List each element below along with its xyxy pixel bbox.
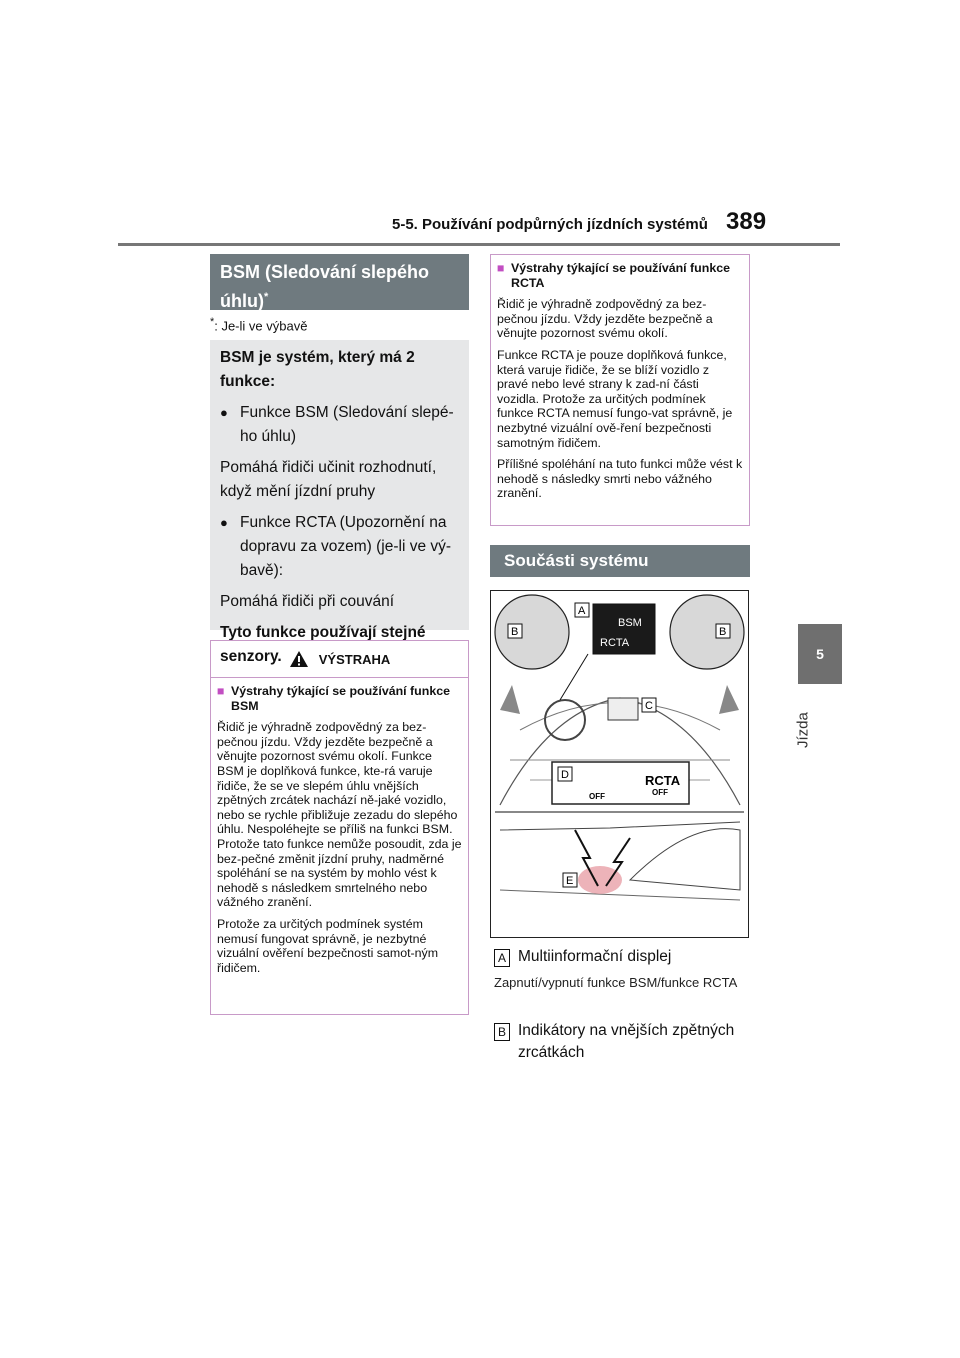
display-rcta-text: RCTA — [600, 637, 630, 649]
figure-label-a: A — [578, 605, 586, 617]
rcta-warning-paragraph: Přílišné spoléhání na tuto funkci může vést k nehodě s následky smrti nebo vážného zranění. — [497, 457, 743, 501]
bsm-section-title — [210, 254, 469, 310]
availability-footnote — [210, 316, 307, 333]
warning-paragraph: Protože za určitých podmínek systém nemusí fungovat správně, je nezbytné vizuální ověření bezpečnosti samot-ným řidičem. — [217, 916, 439, 975]
rcta-warning-heading-text: Výstrahy týkající se používání funkce RCTA — [511, 261, 730, 290]
bsm-closing: Tyto funkce používají stejné senzory. — [220, 624, 426, 665]
bullet-dot-icon: ● — [220, 405, 228, 420]
warning-box — [210, 640, 469, 1015]
switch-bsm-off-text: OFF — [589, 792, 605, 801]
bullet-rcta — [220, 511, 459, 590]
caption-label-b: Indikátory na vnějších zpětných zrcátkách — [518, 1022, 735, 1061]
page-number: 389 — [726, 208, 767, 235]
bullet-bsm — [220, 401, 459, 456]
switch-rcta-off-text: OFF — [652, 788, 668, 797]
chapter-tab-label: Jízda — [794, 712, 812, 748]
running-header: 5-5. Používání podpůrných jízdních systémů — [392, 216, 708, 233]
caption-item-b — [494, 1020, 746, 1064]
rcta-warning-paragraph: Řidič je výhradně zodpovědný za bez-pečnou jízdu. Vždy jezděte bezpečně a věnujte pozornost svému okolí. — [497, 297, 713, 341]
caption-item-a — [494, 946, 671, 968]
warning-title-text: VÝSTRAHA — [318, 651, 391, 667]
caption-label-a: Multiinformační displej — [518, 948, 672, 965]
bsm-title-mark: * — [263, 291, 269, 303]
figure-label-b-left: B — [511, 626, 519, 638]
warning-heading — [217, 684, 462, 713]
header-rule — [118, 243, 840, 246]
rcta-warning-box — [490, 254, 750, 526]
chapter-tab — [798, 624, 842, 684]
warning-heading-text: Výstrahy týkající se používání funkce BSM — [231, 684, 450, 713]
rcta-warning-paragraph: Funkce RCTA je pouze doplňková funkce, která varuje řidiče, že se blíží vozidlo z pravé nebo levé strany k zad-ní části vozidla. Protože za určitých podmínek funkce RCTA nemusí fungo-vat správně, je nezbytné vizuální ově-ření bezpečnosti samotným řidičem. — [497, 347, 733, 450]
warning-triangle-icon — [289, 650, 309, 668]
bsm-title-text: BSM (Sledování slepého úhlu) — [220, 262, 430, 311]
footnote-mark: * — [210, 316, 215, 328]
warning-paragraph: Řidič je výhradně zodpovědný za bez-pečnou jízdu. Vždy jezděte bezpečně a věnujte pozornost svému okolí. Funkce BSM je doplňková funkce, kte-rá varuje řidiče, že se ve slepém úhlu vnějších zpětných zrcátek nachází ně-jaké vozidlo, nebo se rychle přibližuje zezadu do slepého úhlu. Nespoléhejte se příliš na funkci BSM. Protože tato funkce nemůže posoudit, zda je bez-pečné změnit jízdní pruhy, nadměrné spoléhání se na systém by mohlo vést k nehodě s následkem smrtelného nebo vážného zranění. — [217, 720, 462, 910]
components-section-title: Součásti systému — [490, 545, 750, 577]
switch-rcta-text: RCTA — [645, 773, 681, 788]
figure-label-c: C — [645, 700, 653, 712]
chapter-tab-number: 5 — [816, 646, 824, 662]
figure-label-d: D — [561, 769, 569, 781]
warning-body — [211, 678, 468, 988]
warning-title — [211, 641, 468, 678]
caption-letter-b: B — [494, 1023, 510, 1041]
system-components-figure — [490, 590, 749, 938]
bullet-dot-icon: ● — [220, 515, 228, 530]
caption-sub-a: Zapnutí/vypnutí funkce BSM/funkce RCTA — [494, 975, 738, 990]
figure-label-b-right: B — [719, 626, 727, 638]
bullet-rcta-text: Funkce RCTA (Upozornění na dopravu za vozem) (je-li ve vý-bavě): — [240, 514, 452, 579]
bsm-intro: BSM je systém, který má 2 funkce: — [220, 349, 415, 390]
bullet-bsm-text: Funkce BSM (Sledování slepé-ho úhlu) — [240, 404, 454, 445]
footnote-text: : Je-li ve výbavě — [214, 318, 308, 334]
display-bsm-text: BSM — [618, 617, 642, 629]
bullet-rcta-desc: Pomáhá řidiči při couvání — [220, 593, 395, 610]
bullet-bsm-desc: Pomáhá řidiči učinit rozhodnutí, když mění jízdní pruhy — [220, 459, 437, 500]
square-bullet-icon: ■ — [497, 261, 505, 275]
rcta-warning-heading — [497, 261, 743, 290]
square-bullet-icon: ■ — [217, 684, 225, 698]
figure-label-e: E — [566, 875, 574, 887]
caption-letter-a: A — [494, 949, 510, 967]
